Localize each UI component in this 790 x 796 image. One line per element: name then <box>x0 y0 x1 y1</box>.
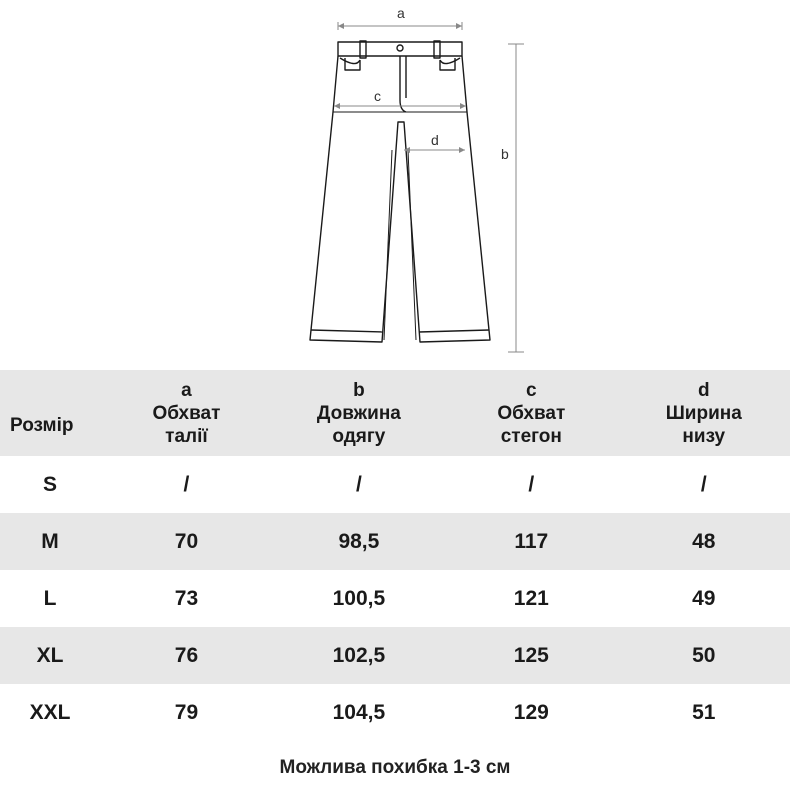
size-cell: XXL <box>29 700 71 724</box>
table-row <box>0 513 790 570</box>
size-cell: M <box>41 529 59 553</box>
size-table <box>0 370 790 741</box>
size-cell: S <box>42 472 57 496</box>
waist-cell: 70 <box>174 529 199 553</box>
hem-cell: 51 <box>692 700 716 724</box>
tolerance-note: Можлива похибка 1-3 см <box>279 757 511 778</box>
hips-cell: 129 <box>513 700 549 724</box>
hips-cell: / <box>528 472 535 496</box>
length-cell: 98,5 <box>338 529 380 553</box>
table-row <box>0 570 790 627</box>
header-waist: a Обхват талії <box>152 379 221 447</box>
dim-label-a: a <box>397 5 405 21</box>
pants-diagram <box>0 0 790 370</box>
waist-cell: 76 <box>174 643 199 667</box>
waist-cell: 73 <box>174 586 199 610</box>
hips-cell: 121 <box>513 586 549 610</box>
length-cell: 100,5 <box>332 586 386 610</box>
table-row <box>0 627 790 684</box>
hips-cell: 125 <box>513 643 549 667</box>
hem-cell: / <box>700 472 707 496</box>
waist-cell: / <box>183 472 190 496</box>
header-hips: c Обхват стегон <box>497 379 566 447</box>
header-length: b Довжина одягу <box>316 379 401 447</box>
header-size: Розмір <box>10 414 74 436</box>
hem-cell: 50 <box>692 643 716 667</box>
table-row <box>0 684 790 741</box>
pants-outline-icon <box>0 0 790 370</box>
hem-cell: 49 <box>692 586 716 610</box>
dim-label-d: d <box>431 132 439 148</box>
dim-label-c: c <box>374 88 381 104</box>
hem-cell: 48 <box>692 529 716 553</box>
hips-cell: 117 <box>514 529 549 553</box>
size-cell: XL <box>36 643 64 667</box>
table-row <box>0 456 790 513</box>
length-cell: 104,5 <box>332 700 386 724</box>
length-cell: 102,5 <box>332 643 386 667</box>
waist-cell: 79 <box>174 700 199 724</box>
table-header-row <box>0 370 790 456</box>
length-cell: / <box>355 472 362 496</box>
dim-label-b: b <box>501 146 509 162</box>
header-hem-width: d Ширина низу <box>665 379 742 447</box>
size-cell: L <box>43 586 57 610</box>
